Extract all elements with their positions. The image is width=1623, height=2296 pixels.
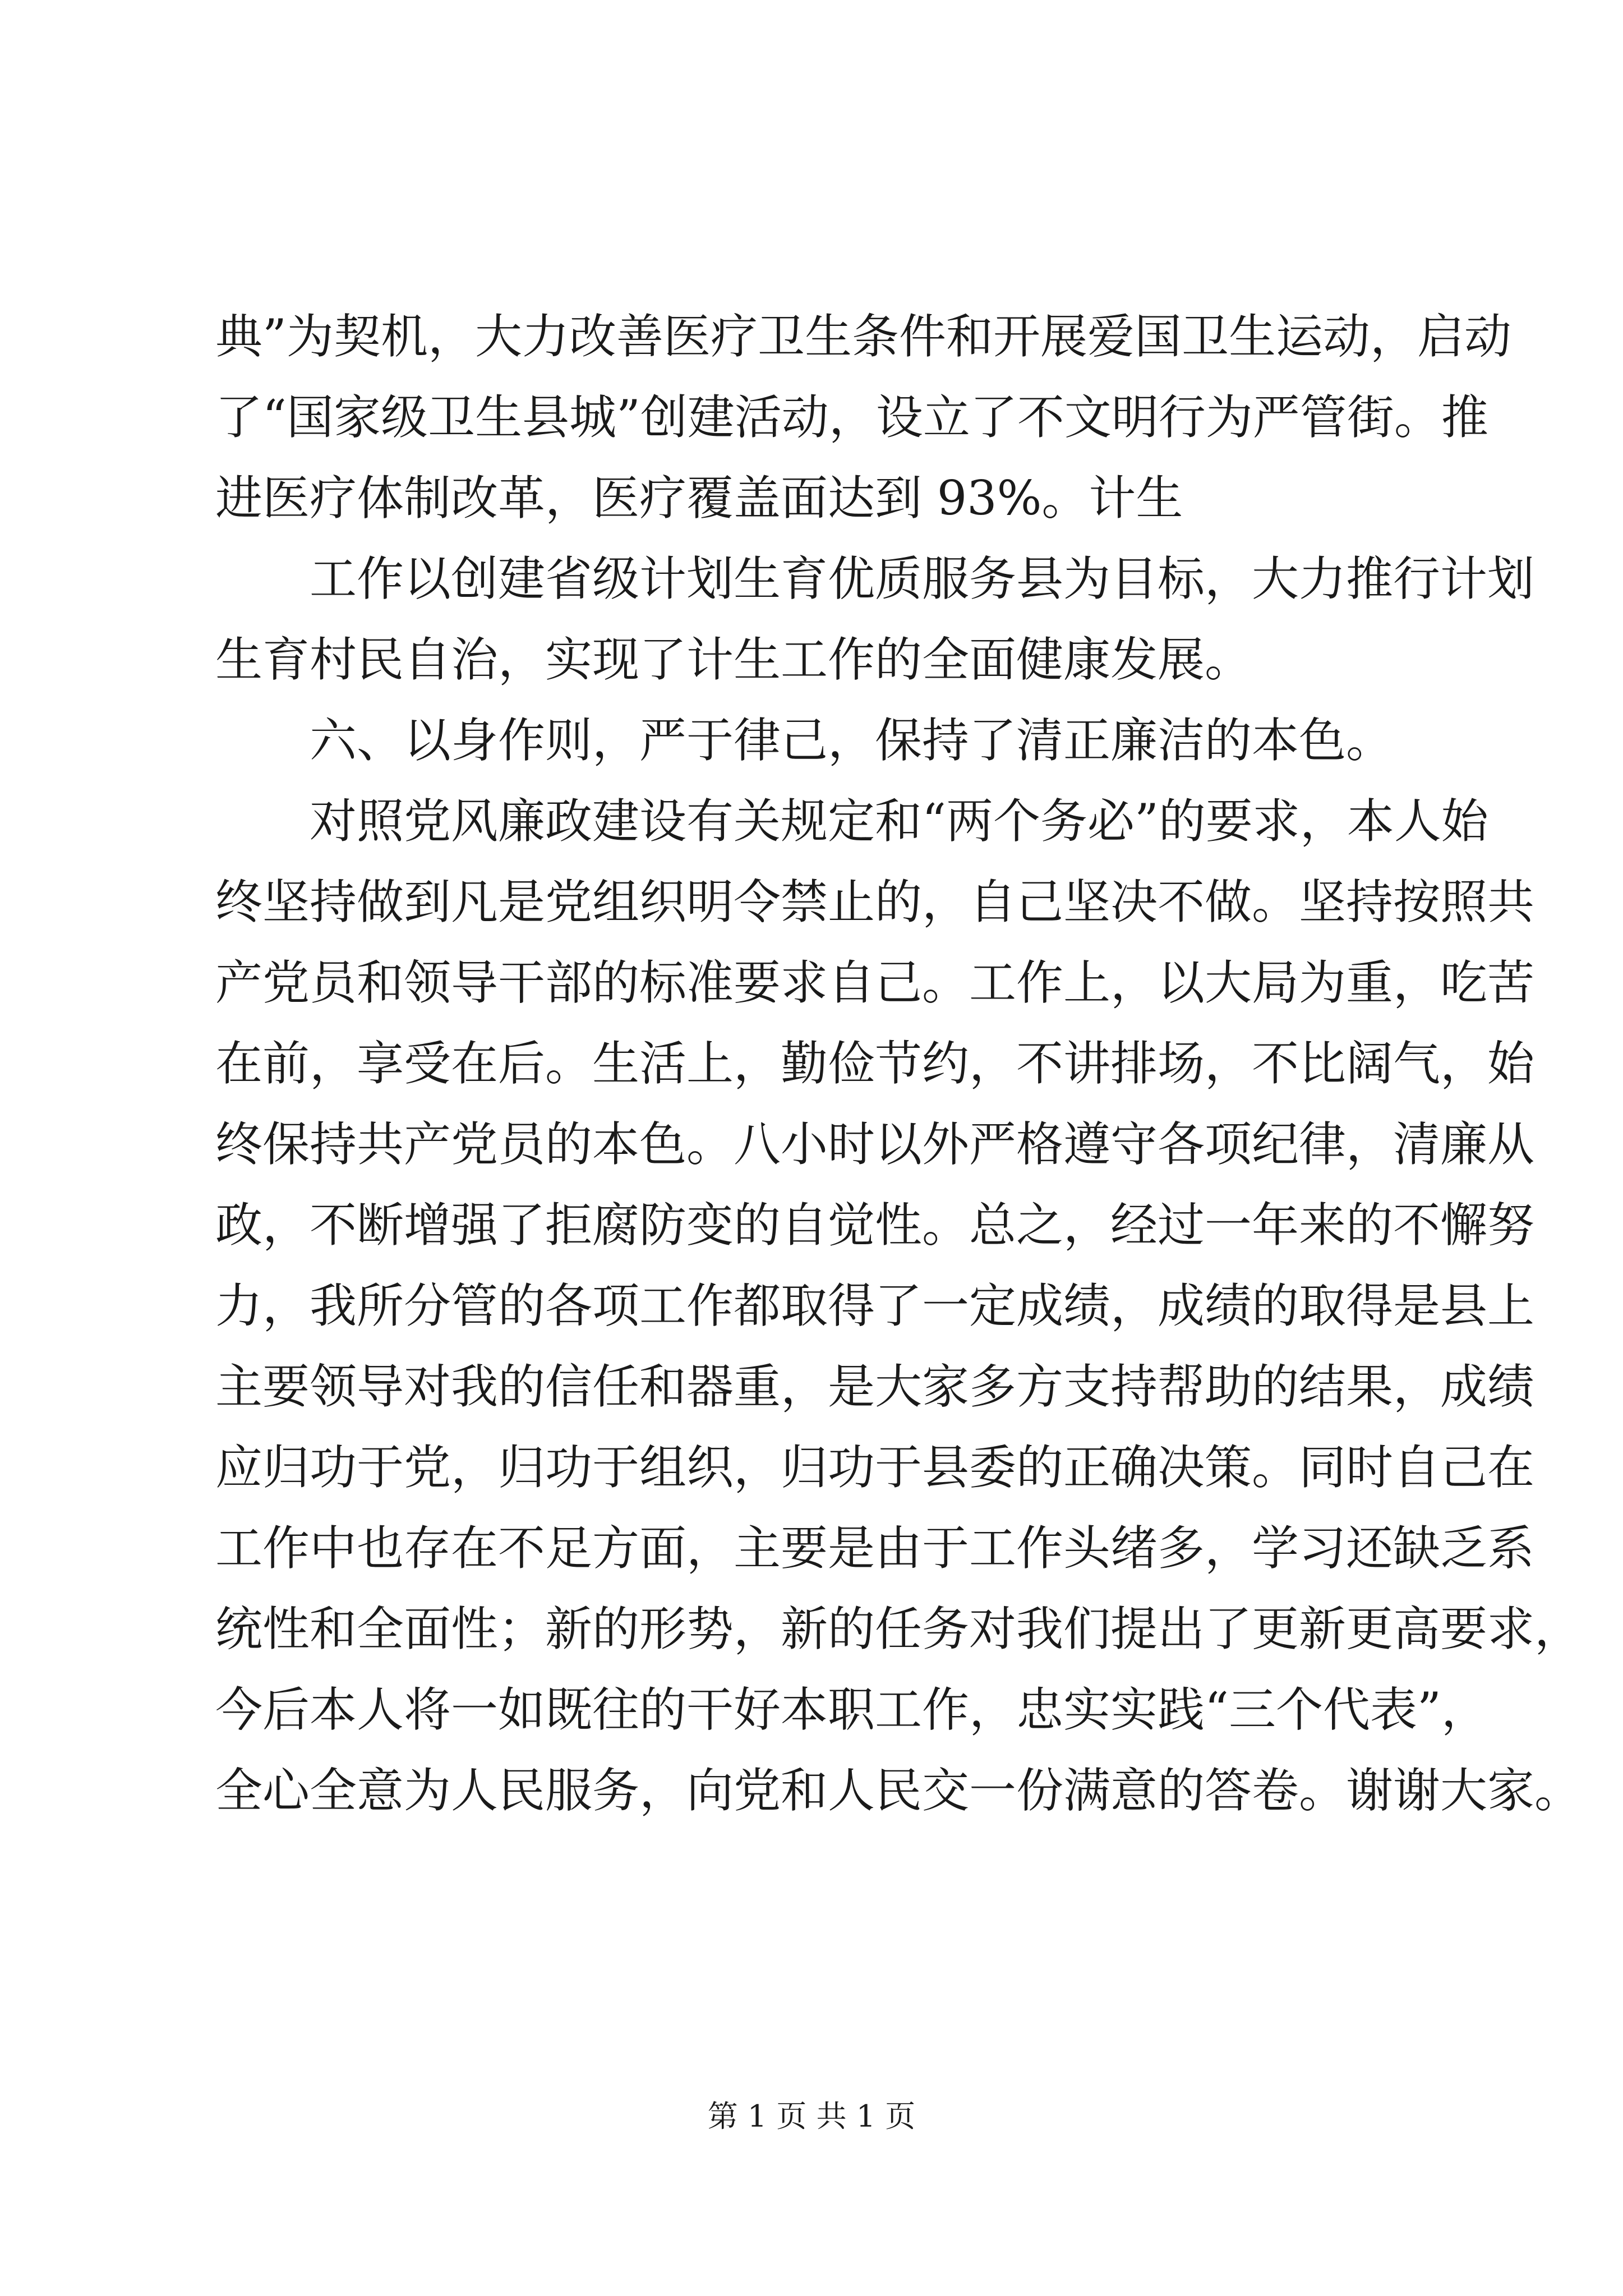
text-line-11: 终保持共产党员的本色。八小时以外严格遵守各项纪律，清廉从 <box>215 1117 1535 1172</box>
text-line-9: 产党员和领导干部的标准要求自己。工作上，以大局为重，吃苦 <box>215 955 1535 1010</box>
text-line-10: 在前，享受在后。生活上，勤俭节约，不讲排场，不比阔气，始 <box>215 1036 1535 1091</box>
text-line-16: 工作中也存在不足方面，主要是由于工作头绪多，学习还缺乏系 <box>215 1521 1535 1576</box>
text-line-12: 政，不断增强了拒腐防变的自觉性。总之，经过一年来的不懈努 <box>215 1198 1535 1253</box>
text-line-2: 了“国家级卫生县城”创建活动，设立了不文明行为严管街。推 <box>215 390 1488 445</box>
text-line-8: 终坚持做到凡是党组织明令禁止的，自己坚决不做。坚持按照共 <box>215 875 1535 930</box>
text-line-13: 力，我所分管的各项工作都取得了一定成绩，成绩的取得是县上 <box>215 1278 1535 1333</box>
text-line-14: 主要领导对我的信任和器重，是大家多方支持帮助的结果，成绩 <box>215 1359 1535 1414</box>
text-line-18: 今后本人将一如既往的干好本职工作，忠实实践“三个代表”， <box>215 1682 1488 1737</box>
text-line-7: 对照党风廉政建设有关规定和“两个务必”的要求，本人始 <box>310 794 1488 849</box>
text-line-19: 全心全意为人民服务，向党和人民交一份满意的答卷。谢谢大家。 <box>215 1763 1582 1818</box>
text-line-15: 应归功于党，归功于组织，归功于县委的正确决策。同时自己在 <box>215 1440 1535 1495</box>
text-line-5: 生育村民自治，实现了计生工作的全面健康发展。 <box>215 632 1252 687</box>
text-line-1: 典”为契机，大力改善医疗卫生条件和开展爱国卫生运动，启动 <box>215 309 1511 364</box>
text-line-17: 统性和全面性；新的形势，新的任务对我们提出了更新更高要求， <box>215 1602 1582 1657</box>
text-line-3: 进医疗体制改革，医疗覆盖面达到 93%。计生 <box>215 471 1183 526</box>
page-number-footer: 第 1 页 共 1 页 <box>707 2099 916 2134</box>
text-line-4: 工作以创建省级计划生育优质服务县为目标，大力推行计划 <box>310 551 1535 606</box>
section-heading: 六、以身作则，严于律己，保持了清正廉洁的本色。 <box>310 713 1394 768</box>
document-body <box>215 296 1582 1831</box>
